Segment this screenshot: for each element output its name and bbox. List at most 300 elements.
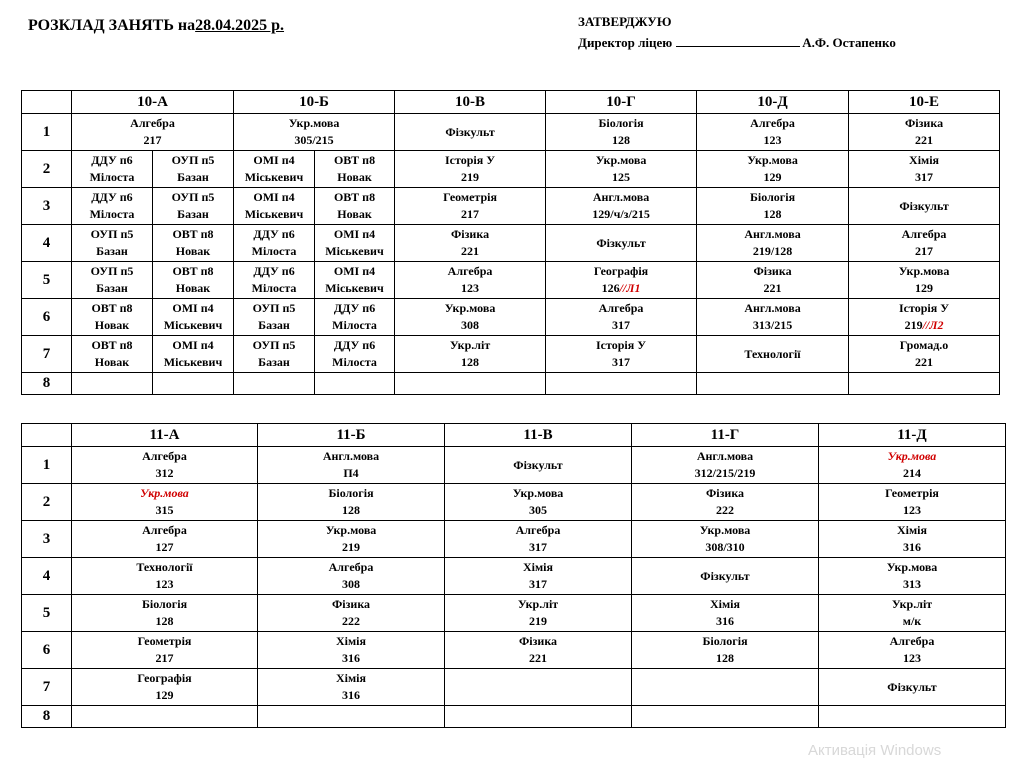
- cell-text: ДДУ п6: [333, 338, 376, 352]
- lesson-cell: [395, 114, 546, 151]
- group-lesson-cell: [234, 262, 315, 299]
- cell-text: 5: [42, 604, 51, 621]
- cell-text: 1: [42, 456, 51, 473]
- cell-text: Алгебра: [598, 301, 644, 315]
- cell-text: Історія У: [899, 301, 950, 315]
- director-line: [578, 32, 896, 53]
- cell-text: 221: [915, 355, 934, 369]
- cell-text: Базан: [258, 318, 290, 332]
- group-lesson-cell: [315, 299, 395, 336]
- group-lesson-cell: [153, 151, 234, 188]
- class-header-11g: 11-Г: [632, 424, 819, 447]
- cell-text: 1: [42, 123, 51, 140]
- cell-text: Укр.мова: [595, 153, 647, 167]
- cell-text: ОМІ п4: [333, 264, 376, 278]
- cell-text: 6: [42, 308, 51, 325]
- cell-text: Мілоста: [251, 281, 297, 295]
- lesson-cell: [445, 484, 632, 521]
- lesson-cell: [819, 669, 1006, 706]
- cell-text: 5: [42, 271, 51, 288]
- empty-cell: [395, 373, 546, 395]
- cell-text: Англ.мова: [744, 227, 801, 241]
- cell-text: 128: [342, 503, 360, 517]
- cell-text: Географія: [137, 671, 192, 685]
- cell-text: Новак: [94, 355, 130, 369]
- cell-text: Міськевич: [244, 170, 304, 184]
- table-row: [22, 558, 1006, 595]
- lesson-number: [22, 373, 72, 395]
- cell-text: Укр.мова: [699, 523, 751, 537]
- cell-text: Алгебра: [447, 264, 493, 278]
- table-row: [22, 225, 1000, 262]
- lesson-number: [22, 447, 72, 484]
- empty-cell: [445, 706, 632, 728]
- lesson-cell: [72, 669, 258, 706]
- class-header-10d: 10-Д: [697, 91, 849, 114]
- cell-text: Біологія: [141, 597, 188, 611]
- cell-text: Алгебра: [889, 634, 935, 648]
- lesson-cell: [445, 521, 632, 558]
- cell-text: 3: [42, 197, 51, 214]
- cell-text: Базан: [96, 244, 128, 258]
- lesson-cell: [849, 262, 1000, 299]
- cell-text: 317: [915, 170, 934, 184]
- lesson-cell: [395, 151, 546, 188]
- lesson-cell: [72, 632, 258, 669]
- lesson-cell: [258, 632, 445, 669]
- lesson-cell: [258, 521, 445, 558]
- cell-text: Міськевич: [325, 281, 384, 295]
- cell-text: Новак: [337, 170, 372, 184]
- lesson-cell: [72, 558, 258, 595]
- cell-text: 127: [155, 540, 174, 554]
- group-lesson-cell: [315, 225, 395, 262]
- lesson-cell: [849, 225, 1000, 262]
- cell-text: Мілоста: [332, 355, 377, 369]
- cell-text: Біологія: [598, 116, 644, 130]
- cell-text: ОВТ п8: [91, 301, 133, 315]
- corner-cell: [22, 424, 72, 447]
- group-lesson-cell: [234, 336, 315, 373]
- empty-cell: [819, 706, 1006, 728]
- cell-text: Алгебра: [130, 116, 175, 130]
- table-row: [22, 632, 1006, 669]
- lesson-cell: [697, 225, 849, 262]
- cell-text: ОВТ п8: [91, 338, 133, 352]
- cell-text: Англ.мова: [322, 449, 380, 463]
- cell-text: Міськевич: [244, 207, 304, 221]
- lesson-cell: [849, 151, 1000, 188]
- lesson-cell: [546, 225, 697, 262]
- lesson-cell: [697, 188, 849, 225]
- cell-text: Фізика: [518, 634, 558, 648]
- lesson-number: [22, 336, 72, 373]
- group-lesson-cell: [234, 188, 315, 225]
- lesson-number: [22, 114, 72, 151]
- cell-text: Англ.мова: [744, 301, 801, 315]
- cell-text: Алгебра: [142, 449, 187, 463]
- schedule-table-10: [21, 90, 1000, 395]
- cell-text: ДДУ п6: [91, 190, 133, 204]
- cell-text: 129/ч/з/215: [592, 207, 650, 221]
- cell-text: Укр.літ: [517, 597, 559, 611]
- lesson-cell: [697, 336, 849, 373]
- cell-text: 217: [143, 133, 162, 147]
- cell-text: 123: [155, 577, 174, 591]
- group-lesson-cell: [72, 299, 153, 336]
- empty-cell: [234, 373, 315, 395]
- cell-text: 305: [529, 503, 547, 517]
- cell-text: 128: [763, 207, 782, 221]
- group-lesson-cell: [153, 225, 234, 262]
- cell-text: Хімія: [336, 634, 366, 648]
- class-header-10e: 10-Е: [849, 91, 1000, 114]
- cell-text: ОВТ п8: [172, 264, 214, 278]
- lesson-cell: [819, 447, 1006, 484]
- cell-text: 129: [763, 170, 782, 184]
- lesson-cell: [849, 336, 1000, 373]
- lesson-cell: [697, 114, 849, 151]
- empty-cell: [153, 373, 234, 395]
- table-row: [22, 262, 1000, 299]
- lesson-number: [22, 262, 72, 299]
- class-header-11b: 11-Б: [258, 424, 445, 447]
- table-row: [22, 188, 1000, 225]
- cell-text: 128: [716, 651, 734, 665]
- lesson-cell: [632, 632, 819, 669]
- class-header-11a: 11-А: [72, 424, 258, 447]
- lesson-cell: [819, 595, 1006, 632]
- lesson-cell: [445, 558, 632, 595]
- cell-text: Фізкульт: [700, 568, 750, 583]
- lesson-cell: [546, 188, 697, 225]
- cell-text: 123: [903, 651, 921, 665]
- lesson-number: [22, 225, 72, 262]
- cell-text: 315: [155, 503, 174, 517]
- group-lesson-cell: [153, 299, 234, 336]
- cell-text: Біологія: [328, 486, 374, 500]
- group-lesson-cell: [72, 336, 153, 373]
- cell-text: 123: [461, 281, 480, 295]
- empty-cell: [315, 373, 395, 395]
- lesson-number: [22, 558, 72, 595]
- cell-text: 4: [42, 234, 51, 251]
- cell-text: Хімія: [523, 560, 553, 574]
- cell-text: Хімія: [909, 153, 940, 167]
- cell-text: 317: [612, 318, 631, 332]
- class-header-10g: 10-Г: [546, 91, 697, 114]
- cell-text: Хімія: [336, 671, 366, 685]
- lesson-cell: [546, 336, 697, 373]
- cell-text: 308: [461, 318, 480, 332]
- cell-text: 217: [461, 207, 480, 221]
- cell-text: 219: [461, 170, 480, 184]
- cell-text: 123: [903, 503, 921, 517]
- cell-text: 129: [155, 688, 174, 702]
- cell-text: Геометрія: [443, 190, 497, 204]
- lesson-cell: [445, 447, 632, 484]
- table-row: [22, 336, 1000, 373]
- director-name: А.Ф. Остапенко: [802, 35, 896, 50]
- lesson-cell: [632, 521, 819, 558]
- cell-text: 6: [42, 641, 51, 658]
- group-lesson-cell: [153, 262, 234, 299]
- table-row: [22, 669, 1006, 706]
- cell-text: Фізкульт: [899, 198, 949, 213]
- empty-cell: [849, 373, 1000, 395]
- signature-line: [676, 34, 800, 47]
- cell-text: Технології: [136, 560, 193, 574]
- cell-text: 128: [461, 355, 480, 369]
- lesson-number: [22, 706, 72, 728]
- cell-text: ОМІ п4: [253, 190, 295, 204]
- table-row: [22, 373, 1000, 395]
- lesson-cell: [819, 632, 1006, 669]
- cell-text: Новак: [175, 281, 211, 295]
- lesson-cell: [546, 262, 697, 299]
- cell-text: Новак: [175, 244, 211, 258]
- lesson-cell: [849, 299, 1000, 336]
- lesson-cell: [72, 447, 258, 484]
- cell-text: Мілоста: [89, 170, 135, 184]
- cell-text: 313/215: [752, 318, 793, 332]
- cell-text: Укр.мова: [325, 523, 377, 537]
- lesson-cell: [258, 484, 445, 521]
- lesson-cell: [395, 225, 546, 262]
- class-header-10b: 10-Б: [234, 91, 395, 114]
- cell-text: Фізкульт: [445, 124, 495, 139]
- cell-text: ДДУ п6: [253, 227, 295, 241]
- lesson-cell: [258, 558, 445, 595]
- cell-text: 4: [42, 567, 51, 584]
- lesson-cell: [72, 114, 234, 151]
- lesson-cell: [395, 262, 546, 299]
- cell-text: 316: [716, 614, 734, 628]
- cell-text: ОУП п5: [90, 227, 134, 241]
- cell-text: 221: [461, 244, 480, 258]
- group-lesson-cell: [315, 188, 395, 225]
- lesson-number: [22, 151, 72, 188]
- cell-text: Хімія: [710, 597, 740, 611]
- empty-cell: [72, 706, 258, 728]
- cell-text: м/к: [902, 614, 922, 628]
- cell-text: 308/310: [705, 540, 745, 554]
- cell-text: ОУП п5: [90, 264, 134, 278]
- cell-text: Мілоста: [89, 207, 135, 221]
- group-lesson-cell: [315, 336, 395, 373]
- lesson-cell: [697, 262, 849, 299]
- cell-text: 312: [155, 466, 174, 480]
- cell-text: 217: [155, 651, 174, 665]
- schedule-title: [28, 17, 284, 35]
- cell-text: 317: [529, 577, 547, 591]
- cell-text: Фізика: [904, 116, 944, 130]
- group-lesson-cell: [72, 225, 153, 262]
- cell-text: 123: [763, 133, 782, 147]
- cell-text: 316: [342, 688, 360, 702]
- lesson-cell: [632, 669, 819, 706]
- cell-text: 317: [612, 355, 631, 369]
- group-lesson-cell: [234, 151, 315, 188]
- cell-text: ОУП п5: [252, 338, 296, 352]
- cell-text: Фізкульт: [887, 679, 937, 694]
- schedule-date: 28.04.2025 р.: [195, 17, 285, 34]
- group-lesson-cell: [315, 151, 395, 188]
- cell-text: Укр.мова: [747, 153, 798, 167]
- group-lesson-cell: [153, 336, 234, 373]
- cell-text: Алгебра: [515, 523, 561, 537]
- table-row: [22, 706, 1006, 728]
- approval-heading: ЗАТВЕРДЖУЮ: [578, 14, 672, 29]
- table-row: [22, 447, 1006, 484]
- group-lesson-cell: [153, 188, 234, 225]
- cell-text: Базан: [177, 170, 209, 184]
- cell-text: 317: [529, 540, 547, 554]
- table-row: [22, 595, 1006, 632]
- class-header-10a: 10-А: [72, 91, 234, 114]
- cell-text: Фізика: [450, 227, 490, 241]
- cell-text: Укр.мова: [512, 486, 564, 500]
- table-row: [22, 151, 1000, 188]
- cell-text: Алгебра: [750, 116, 795, 130]
- lesson-number: [22, 188, 72, 225]
- cell-text: 305/215: [294, 133, 334, 147]
- cell-text: Англ.мова: [592, 190, 650, 204]
- cell-text: Географія: [593, 264, 649, 278]
- cell-text: Фізкульт: [513, 457, 563, 472]
- cell-text: Історія У: [445, 153, 496, 167]
- cell-text: Міськевич: [325, 244, 384, 258]
- cell-text: Історія У: [596, 338, 647, 352]
- cell-text: Фізика: [705, 486, 745, 500]
- cell-text: Геометрія: [137, 634, 192, 648]
- lesson-cell: [72, 484, 258, 521]
- cell-text: Базан: [177, 207, 209, 221]
- cell-text: 221: [529, 651, 547, 665]
- group-lesson-cell: [72, 151, 153, 188]
- cell-text: ОВТ п8: [333, 153, 376, 167]
- lesson-cell: [258, 447, 445, 484]
- cell-text: Укр.мова: [140, 486, 189, 500]
- director-label: Директор ліцею: [578, 35, 673, 50]
- cell-text: Укр.мова: [886, 560, 938, 574]
- cell-text: ОУП п5: [171, 153, 215, 167]
- cell-text: П4: [343, 466, 359, 480]
- cell-text: //Л1: [619, 281, 641, 295]
- empty-cell: [72, 373, 153, 395]
- lesson-cell: [546, 299, 697, 336]
- cell-text: Фізика: [331, 597, 371, 611]
- cell-text: ОМІ п4: [172, 338, 214, 352]
- cell-text: Укр.літ: [891, 597, 933, 611]
- title-prefix: РОЗКЛАД ЗАНЯТЬ на: [28, 17, 196, 34]
- cell-text: Фізика: [753, 264, 792, 278]
- cell-text: Укр.мова: [444, 301, 496, 315]
- cell-text: 125: [612, 170, 631, 184]
- cell-text: 2: [42, 493, 51, 510]
- cell-text: 221: [763, 281, 782, 295]
- class-header-10v: 10-В: [395, 91, 546, 114]
- cell-text: 128: [612, 133, 631, 147]
- group-lesson-cell: [234, 299, 315, 336]
- lesson-number: [22, 595, 72, 632]
- cell-text: 128: [155, 614, 174, 628]
- cell-text: 222: [342, 614, 360, 628]
- approval-block: [578, 11, 896, 53]
- lesson-cell: [819, 521, 1006, 558]
- cell-text: 221: [915, 133, 934, 147]
- lesson-number: [22, 669, 72, 706]
- cell-text: Укр.мова: [887, 449, 937, 463]
- lesson-cell: [819, 484, 1006, 521]
- cell-text: Біологія: [702, 634, 748, 648]
- cell-text: 2: [42, 160, 51, 177]
- cell-text: 316: [342, 651, 360, 665]
- cell-text: Алгебра: [142, 523, 187, 537]
- cell-text: 7: [42, 345, 51, 362]
- cell-text: 308: [342, 577, 360, 591]
- cell-text: 126: [601, 281, 620, 295]
- windows-activation-watermark: Активація Windows: [808, 742, 942, 759]
- cell-text: ДДУ п6: [333, 301, 376, 315]
- lesson-cell: [697, 299, 849, 336]
- cell-text: ОВТ п8: [333, 190, 376, 204]
- lesson-cell: [445, 669, 632, 706]
- cell-text: 214: [903, 466, 921, 480]
- lesson-cell: [632, 558, 819, 595]
- cell-text: ОВТ п8: [172, 227, 214, 241]
- cell-text: Біологія: [749, 190, 796, 204]
- lesson-cell: [632, 484, 819, 521]
- cell-text: ОУП п5: [171, 190, 215, 204]
- cell-text: Укр.літ: [449, 338, 491, 352]
- cell-text: 8: [42, 375, 51, 391]
- lesson-cell: [697, 151, 849, 188]
- cell-text: Алгебра: [901, 227, 947, 241]
- lesson-cell: [546, 151, 697, 188]
- lesson-number: [22, 299, 72, 336]
- lesson-cell: [72, 595, 258, 632]
- cell-text: Хімія: [897, 523, 927, 537]
- group-lesson-cell: [72, 188, 153, 225]
- cell-text: Укр.мова: [898, 264, 950, 278]
- cell-text: 219: [342, 540, 360, 554]
- lesson-cell: [546, 114, 697, 151]
- cell-text: 219/128: [752, 244, 793, 258]
- lesson-cell: [445, 595, 632, 632]
- cell-text: Фізкульт: [596, 235, 646, 250]
- lesson-cell: [632, 447, 819, 484]
- lesson-number: [22, 521, 72, 558]
- lesson-cell: [395, 336, 546, 373]
- table-row: [22, 521, 1006, 558]
- class-header-11v: 11-В: [445, 424, 632, 447]
- cell-text: ДДУ п6: [253, 264, 295, 278]
- lesson-number: [22, 632, 72, 669]
- group-lesson-cell: [234, 225, 315, 262]
- lesson-cell: [819, 558, 1006, 595]
- empty-cell: [697, 373, 849, 395]
- cell-text: 219: [529, 614, 547, 628]
- cell-text: Геометрія: [885, 486, 939, 500]
- corner-cell: [22, 91, 72, 114]
- cell-text: Міськевич: [163, 355, 223, 369]
- lesson-cell: [258, 595, 445, 632]
- cell-text: Базан: [258, 355, 290, 369]
- lesson-cell: [258, 669, 445, 706]
- lesson-cell: [445, 632, 632, 669]
- cell-text: ОМІ п4: [172, 301, 214, 315]
